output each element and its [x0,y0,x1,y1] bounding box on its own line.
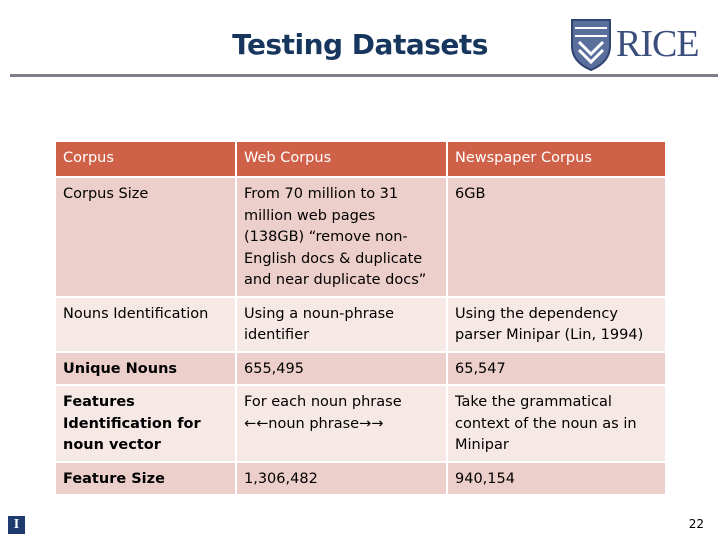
row-label: Feature Size [55,462,236,496]
logo-text: RICE [616,23,699,65]
table-cell: Using the dependency parser Minipar (Lin, 1994) [447,297,666,352]
row-label: Features Identification for noun vector [55,385,236,462]
table-row [55,297,666,352]
table-row [55,385,666,462]
table-cell: Take the grammatical context of the noun as in Minipar [447,385,666,462]
table-cell: 940,154 [447,462,666,496]
row-label: Corpus Size [55,177,236,297]
table-cell: 6GB [447,177,666,297]
row-label: Unique Nouns [55,352,236,386]
table-row [55,352,666,386]
title-divider [10,74,718,77]
table-row [55,177,666,297]
header-cell-web-corpus: Web Corpus [236,141,447,177]
table-cell: 1,306,482 [236,462,447,496]
table-cell: 65,547 [447,352,666,386]
university-mark-icon: I [8,516,25,534]
header-cell-newspaper-corpus: Newspaper Corpus [447,141,666,177]
header-cell-corpus: Corpus [55,141,236,177]
row-label: Nouns Identification [55,297,236,352]
slide-title: Testing Datasets [232,28,488,61]
table-cell: 655,495 [236,352,447,386]
page-number: 22 [688,517,704,531]
table-row [55,462,666,496]
table-cell: Using a noun-phrase identifier [236,297,447,352]
table-cell: For each noun phrase ←←noun phrase→→ [236,385,447,462]
table-header-row [55,141,666,177]
datasets-table [54,140,667,496]
table-cell: From 70 million to 31 million web pages (138GB) “remove non-English docs & duplicate and near duplicate docs” [236,177,447,297]
